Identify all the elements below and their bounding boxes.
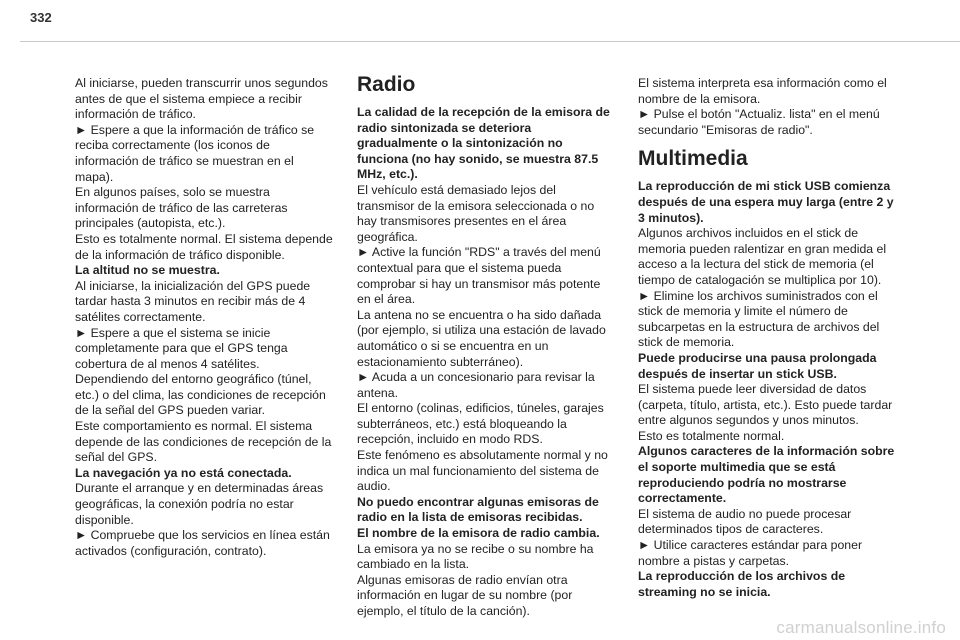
paragraph: ► Utilice caracteres estándar para poner nombre a pistas y carpetas. xyxy=(638,538,863,568)
radio-continued-body xyxy=(638,76,896,138)
paragraph: ► Active la función "RDS" a través del menú contextual para que el sistema pueda comprobar si hay un transmisor más potente en el área. xyxy=(357,245,601,307)
paragraph: En algunos países, solo se muestra información de tráfico de las carreteras principales (autopista, etc.). xyxy=(75,185,288,231)
paragraph: El sistema puede leer diversidad de datos (carpeta, título, artista, etc.). Esto puede tardar entre algunos segundos y unos minutos. xyxy=(638,382,893,428)
column-radio xyxy=(357,72,615,620)
section-heading-multimedia: Multimedia xyxy=(638,147,748,171)
question-heading: No puedo encontrar algunas emisoras de radio en la lista de emisoras recibidas. xyxy=(357,494,599,525)
paragraph: El entorno (colinas, edificios, túneles, garajes subterráneos, etc.) está bloqueando la recepción, incluido en modo RDS. xyxy=(357,401,604,447)
paragraph: El sistema interpreta esa información como el nombre de la emisora. xyxy=(638,76,887,106)
question-heading: El nombre de la emisora de radio cambia. xyxy=(357,526,600,541)
paragraph: Este fenómeno es absolutamente normal y no indica un mal funcionamiento del sistema de audio. xyxy=(357,448,608,494)
paragraph: El sistema de audio no puede procesar determinados tipos de caracteres. xyxy=(638,506,852,537)
header-divider xyxy=(20,41,960,42)
column-multimedia xyxy=(638,76,896,600)
paragraph: El vehículo está demasiado lejos del transmisor de la emisora seleccionada o no hay transmisores presentes en el área geográfica. xyxy=(357,182,595,244)
paragraph: Al iniciarse, la inicialización del GPS puede tardar hasta 3 minutos en recibir más de 4 satélites correctamente. xyxy=(75,278,311,324)
paragraph: ► Elimine los archivos suministrados con el stick de memoria y limite el número de subcarpetas en la estructura de archivos del stick de memoria. xyxy=(638,288,880,350)
paragraph: Al iniciarse, pueden transcurrir unos segundos antes de que el sistema empiece a recibir información de tráfico. xyxy=(75,76,328,122)
paragraph: Este comportamiento es normal. El sistema depende de las condiciones de recepción de la señal del GPS. xyxy=(75,419,332,465)
paragraph: Esto es totalmente normal. El sistema depende de la información de tráfico disponible. xyxy=(75,231,333,262)
question-heading: La navegación ya no está conectada. xyxy=(75,465,292,480)
question-heading: Puede producirse una pausa prolongada después de insertar un stick USB. xyxy=(638,350,877,381)
radio-section-body xyxy=(357,105,615,620)
question-heading: La calidad de la recepción de la emisora de radio sintonizada se deteriora gradualmente o la sintonización no funciona (no hay sonido, se muestra 87.5 MHz, etc.). xyxy=(357,105,610,182)
page-number: 332 xyxy=(30,10,52,25)
paragraph: ► Compruebe que los servicios en línea están activados (configuración, contrato). xyxy=(75,528,330,558)
paragraph: ► Acuda a un concesionario para revisar la antena. xyxy=(357,370,595,400)
paragraph: ► Espere a que el sistema se inicie completamente para que el GPS tenga cobertura de al menos 4 satélites. xyxy=(75,325,288,371)
paragraph: ► Pulse el botón "Actualiz. lista" en el menú secundario "Emisoras de radio". xyxy=(638,107,880,137)
question-heading: La reproducción de los archivos de streaming no se inicia. xyxy=(638,569,846,599)
paragraph: Durante el arranque y en determinadas áreas geográficas, la conexión podría no estar disponible. xyxy=(75,481,324,527)
multimedia-section-body xyxy=(638,179,896,600)
column-traffic-gps xyxy=(75,76,333,559)
paragraph: La antena no se encuentra o ha sido dañada (por ejemplo, si utiliza una estación de lavado automático o si se encuentra en un estacionamiento subterráneo). xyxy=(357,307,606,369)
paragraph: ► Espere a que la información de tráfico se reciba correctamente (los iconos de información de tráfico se muestran en el mapa). xyxy=(75,122,315,184)
paragraph: La emisora ya no se recibe o su nombre ha cambiado en la lista. xyxy=(357,541,594,572)
watermark: carmanualsonline.info xyxy=(776,618,946,637)
question-heading: Algunos caracteres de la información sobre el soporte multimedia que se está reproduciendo podría no mostrarse correctamente. xyxy=(638,444,895,506)
paragraph: Dependiendo del entorno geográfico (túnel, etc.) o del clima, las condiciones de recepción de la señal del GPS pueden variar. xyxy=(75,372,326,418)
section-heading-radio: Radio xyxy=(357,73,416,96)
paragraph: Algunos archivos incluidos en el stick de memoria pueden ralentizar en gran medida el acceso a la lectura del stick de memoria (el tiempo de catalogación se multiplica por 10). xyxy=(638,226,887,287)
paragraph: Algunas emisoras de radio envían otra información en lugar de su nombre (por ejemplo, el título de la canción). xyxy=(357,572,573,618)
paragraph: Esto es totalmente normal. xyxy=(638,428,785,443)
question-heading: La altitud no se muestra. xyxy=(75,263,220,278)
question-heading: La reproducción de mi stick USB comienza después de una espera muy larga (entre 2 y 3 minutos). xyxy=(638,179,894,225)
